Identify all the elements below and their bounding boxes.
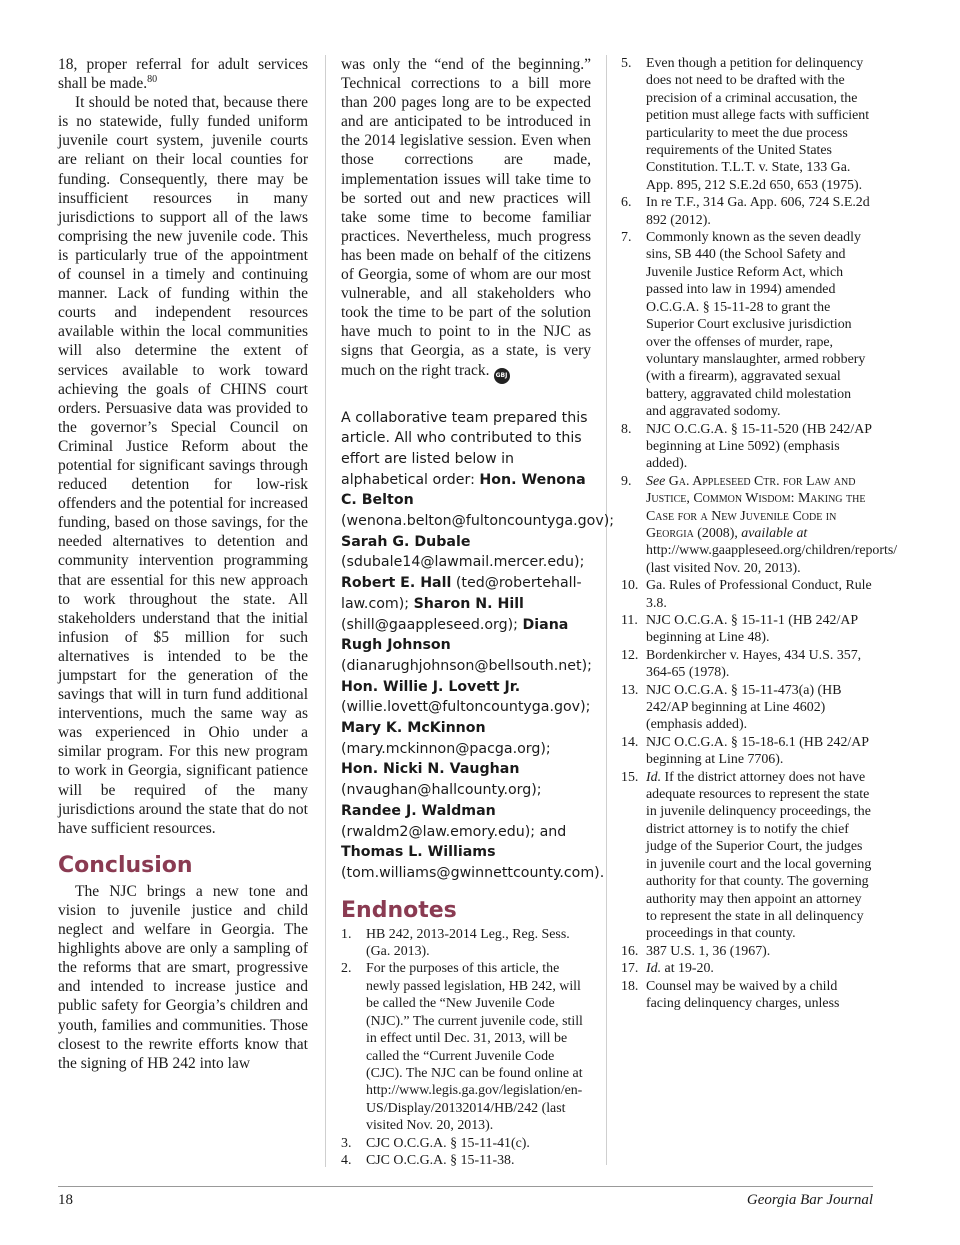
column-divider xyxy=(606,55,607,1165)
contributor-email: (mary.mckinnon@pacga.org); xyxy=(341,740,551,757)
contributor-name: Hon. Willie J. Lovett Jr. xyxy=(341,678,521,695)
endnote-number: 6. xyxy=(621,195,632,211)
endnote-text: CJC O.C.G.A. § 15-11-38. xyxy=(366,1152,515,1168)
endnote-number: 16. xyxy=(621,943,639,959)
endnote-number: 8. xyxy=(621,421,632,437)
paragraph xyxy=(58,55,308,93)
contributor-name: Thomas L. Williams xyxy=(341,844,496,861)
endnote-number: 7. xyxy=(621,230,632,246)
endnote-text: Counsel may be waived by a child facing delinquency charges, unless xyxy=(646,978,840,1011)
available-at: available at xyxy=(741,525,808,541)
endnote-number: 9. xyxy=(621,473,632,489)
endnote xyxy=(621,229,873,420)
endnote-number: 13. xyxy=(621,682,639,698)
endnote-text: CJC O.C.G.A. § 15-11-41(c). xyxy=(366,1135,530,1151)
endnote-text: In re T.F., 314 Ga. App. 606, 724 S.E.2d 892 (2012). xyxy=(646,195,870,228)
paragraph-text: 18, proper referral for adult services shall be made. xyxy=(58,56,308,93)
paragraph xyxy=(341,55,591,384)
endnotes-list-continued xyxy=(621,55,898,1012)
conclusion-heading: Conclusion xyxy=(58,852,193,878)
endnote xyxy=(621,978,873,1013)
column-3 xyxy=(621,55,898,1012)
contributors-credit xyxy=(341,408,615,884)
column-1 xyxy=(58,55,308,1073)
contributor-name: Sarah G. Dubale xyxy=(341,533,471,550)
endnote xyxy=(341,960,591,1134)
signal-word: See xyxy=(646,473,666,489)
endnote-text: http://www.gaappleseed.org/children/reports/ (last visited Nov. 20, 2013). xyxy=(646,543,898,576)
gbj-logo-icon: GBJ xyxy=(494,368,510,384)
cited-year: (2008), xyxy=(697,525,738,541)
endnote-number: 15. xyxy=(621,769,639,785)
endnote-number: 4. xyxy=(341,1152,352,1168)
contributor-email: (tom.williams@gwinnettcounty.com). xyxy=(341,864,605,881)
cited-title: Ga. Appleseed Ctr. for Law and Justice, Common Wisdom: Making the Case for a New Juvenile Code in Georgia xyxy=(646,473,866,541)
footer-rule xyxy=(58,1186,873,1187)
contributor-email: (shill@gaappleseed.org); xyxy=(341,616,518,633)
endnote-text: NJC O.C.G.A. § 15-18-6.1 (HB 242/AP beginning at Line 7706). xyxy=(646,734,869,768)
endnote-number: 5. xyxy=(621,56,632,71)
contributor-email: (nvaughan@hallcounty.org); xyxy=(341,782,542,799)
contributor-name: Sharon N. Hill xyxy=(413,595,524,612)
endnote-text: Ga. Rules of Professional Conduct, Rule 3.8. xyxy=(646,578,872,611)
contributor-name: Robert E. Hall xyxy=(341,575,452,592)
endnote xyxy=(621,194,873,229)
endnote xyxy=(621,734,873,769)
contributor-name: Hon. Wenona C. Belton xyxy=(341,471,586,509)
endnote xyxy=(341,926,591,961)
endnote xyxy=(621,943,873,960)
endnote-number: 12. xyxy=(621,647,639,663)
contributor-email: (willie.lovett@fultoncountyga.gov); xyxy=(341,699,591,716)
endnote xyxy=(621,55,873,194)
column-2 xyxy=(341,55,615,1169)
column-divider xyxy=(325,55,326,1167)
endnote xyxy=(341,1152,591,1169)
endnote xyxy=(621,421,873,473)
paragraph: It should be noted that, because there is no statewide, fully funded uniform juvenile court system, juvenile courts are reliant on their local counties for funding. Consequently, there may be insufficient resources in many jurisdictions to support all of the laws comprising the new juvenile code. This is particularly true of the appointment of counsel in a timely and continuing manner. Lack of funding within the courts and independent resources available within the local communities will also determine the extent of services available to work toward achieving the goals of CHINS court orders. Persuasive data was provided to the governor’s Special Council on Criminal Justice Reform about the potential for significant savings through reduced detention for low-risk offenders and the potential for increased funding, based on those savings, for the needed alternatives to detention and community intervention programming that are essential for this new approach to work throughout the state. All stakeholders understand that the initial infusion of $5 million for such alternatives is intended to be the jumpstart for the generation of the savings that will in turn fund additional interventions, much the same way as was experienced in Ohio under a similar program. For this new program to work in Georgia, significant patience will be required of the many jurisdictions around the state that do not have sufficient resources. xyxy=(58,94,308,837)
contributor-email: (wenona.belton@fultoncountyga.gov); xyxy=(341,513,615,530)
endnote xyxy=(621,682,873,734)
endnote xyxy=(621,647,873,682)
conjunction: and xyxy=(539,823,567,840)
endnote-number: 11. xyxy=(621,613,638,628)
endnote xyxy=(621,473,898,577)
endnote-text: at 19-20. xyxy=(664,961,714,977)
endnote-number: 10. xyxy=(621,578,639,594)
credits-intro: A collaborative team prepared this article. All who contributed to this effort are listed below in alphabetical order: xyxy=(341,409,588,488)
contributor-name: Hon. Nicki N. Vaughan xyxy=(341,761,520,778)
paragraph: The NJC brings a new tone and vision to juvenile justice and child neglect and welfare in Georgia. The highlights above are only a sampling of the reforms that are smart, progressive and intended to increase justice and public safety for Georgia’s children and youth, families and communities. Those closest to the rewrite efforts know that the signing of HB 242 into law xyxy=(58,882,308,1072)
endnote-text: For the purposes of this article, the newly passed legislation, HB 242, will be called the “New Juvenile Code (NJC).” The current juvenile code, still in effect until Dec. 31, 2013, will be called the “Current Juvenile Code (CJC). The NJC can be found online at http://www.legis.ga.gov/legislation/en-US/Display/20132014/HB/242 (last visited Nov. 20, 2013). xyxy=(366,961,583,1134)
journal-name: Georgia Bar Journal xyxy=(746,1192,873,1208)
contributor-email: (sdubale14@lawmail.mercer.edu); xyxy=(341,554,585,571)
endnote xyxy=(621,960,873,977)
endnote-number: 1. xyxy=(341,926,352,942)
contributor-email: (rwaldm2@law.emory.edu); xyxy=(341,823,536,840)
paragraph-text: was only the “end of the beginning.” Technical corrections to a bill more than 200 pages long are to be expected and are anticipated to be introduced in the 2014 legislative session. Even when those corrections are made, implementation issues will take time to be sorted out and new practices will take some time to become familiar practices. Nevertheless, much progress has been made on behalf of the citizens of Georgia, some of whom are our most vulnerable, and all stakeholders who took the time to be part of the solution have much to point to in the NJC as signs that Georgia, as a state, is very much on the right track. xyxy=(341,56,591,379)
endnote xyxy=(621,612,873,647)
contributor-email: (ted@robertehall-law.com); xyxy=(341,575,582,612)
contributor-email: (dianarughjohnson@bellsouth.net); xyxy=(341,657,592,674)
endnotes-heading: Endnotes xyxy=(341,897,457,923)
endnote-text: NJC O.C.G.A. § 15-11-473(a) (HB 242/AP beginning at Line 4602) (emphasis added). xyxy=(646,682,842,733)
footnote-marker: 80 xyxy=(147,73,158,85)
endnote-number: 3. xyxy=(341,1135,352,1151)
endnote xyxy=(621,769,873,943)
endnote xyxy=(341,1135,591,1152)
endnote-number: 17. xyxy=(621,961,639,977)
endnotes-list xyxy=(341,926,591,1170)
contributor-name: Diana Rugh Johnson xyxy=(341,616,569,654)
signal-word: Id. xyxy=(646,769,662,785)
contributor-name: Mary K. McKinnon xyxy=(341,720,486,737)
endnote-number: 2. xyxy=(341,961,352,977)
endnote-text: Bordenkircher v. Hayes, 434 U.S. 357, 364-65 (1978). xyxy=(646,647,862,681)
contributor-name: Randee J. Waldman xyxy=(341,802,496,819)
endnote-text: Even though a petition for delinquency does not need to be drafted with the precision of a criminal accusation, the petition must allege facts with sufficient particularity to meet the due process requirements of the United States Constitution. T.L.T. v. State, 133 Ga. App. 895, 212 S.E.2d 650, 653 (1975). xyxy=(646,56,870,193)
endnote-number: 18. xyxy=(621,978,639,994)
endnote-text: NJC O.C.G.A. § 15-11-1 (HB 242/AP beginning at Line 48). xyxy=(646,613,858,646)
endnote-text: If the district attorney does not have adequate resources to represent the state in juvenile delinquency proceedings, the district attorney is to notify the chief judge of the Superior Court, the judges in juvenile court and the local governing authority for that county. The governing authority may then appoint an attorney to represent the state in all delinquency proceedings in that county. xyxy=(646,769,872,942)
endnote-text: HB 242, 2013-2014 Leg., Reg. Sess. (Ga. 2013). xyxy=(366,926,570,960)
endnote-text: 387 U.S. 1, 36 (1967). xyxy=(646,943,771,959)
page-number: 18 xyxy=(58,1192,73,1208)
endnote-text: Commonly known as the seven deadly sins, SB 440 (the School Safety and Juvenile Justice Reform Act, which passed into law in 1994) amended O.C.G.A. § 15-11-28 to grant the Superior Court exclusive jurisdiction over the offenses of murder, rape, voluntary manslaughter, armed robbery (with a firearm), aggravated sexual battery, aggravated child molestation and aggravated sodomy. xyxy=(646,230,866,420)
signal-word: Id. xyxy=(646,961,662,977)
endnote-text: NJC O.C.G.A. § 15-11-520 (HB 242/AP beginning at Line 5092) (emphasis added). xyxy=(646,421,872,472)
endnote-number: 14. xyxy=(621,734,639,750)
endnote xyxy=(621,577,873,612)
